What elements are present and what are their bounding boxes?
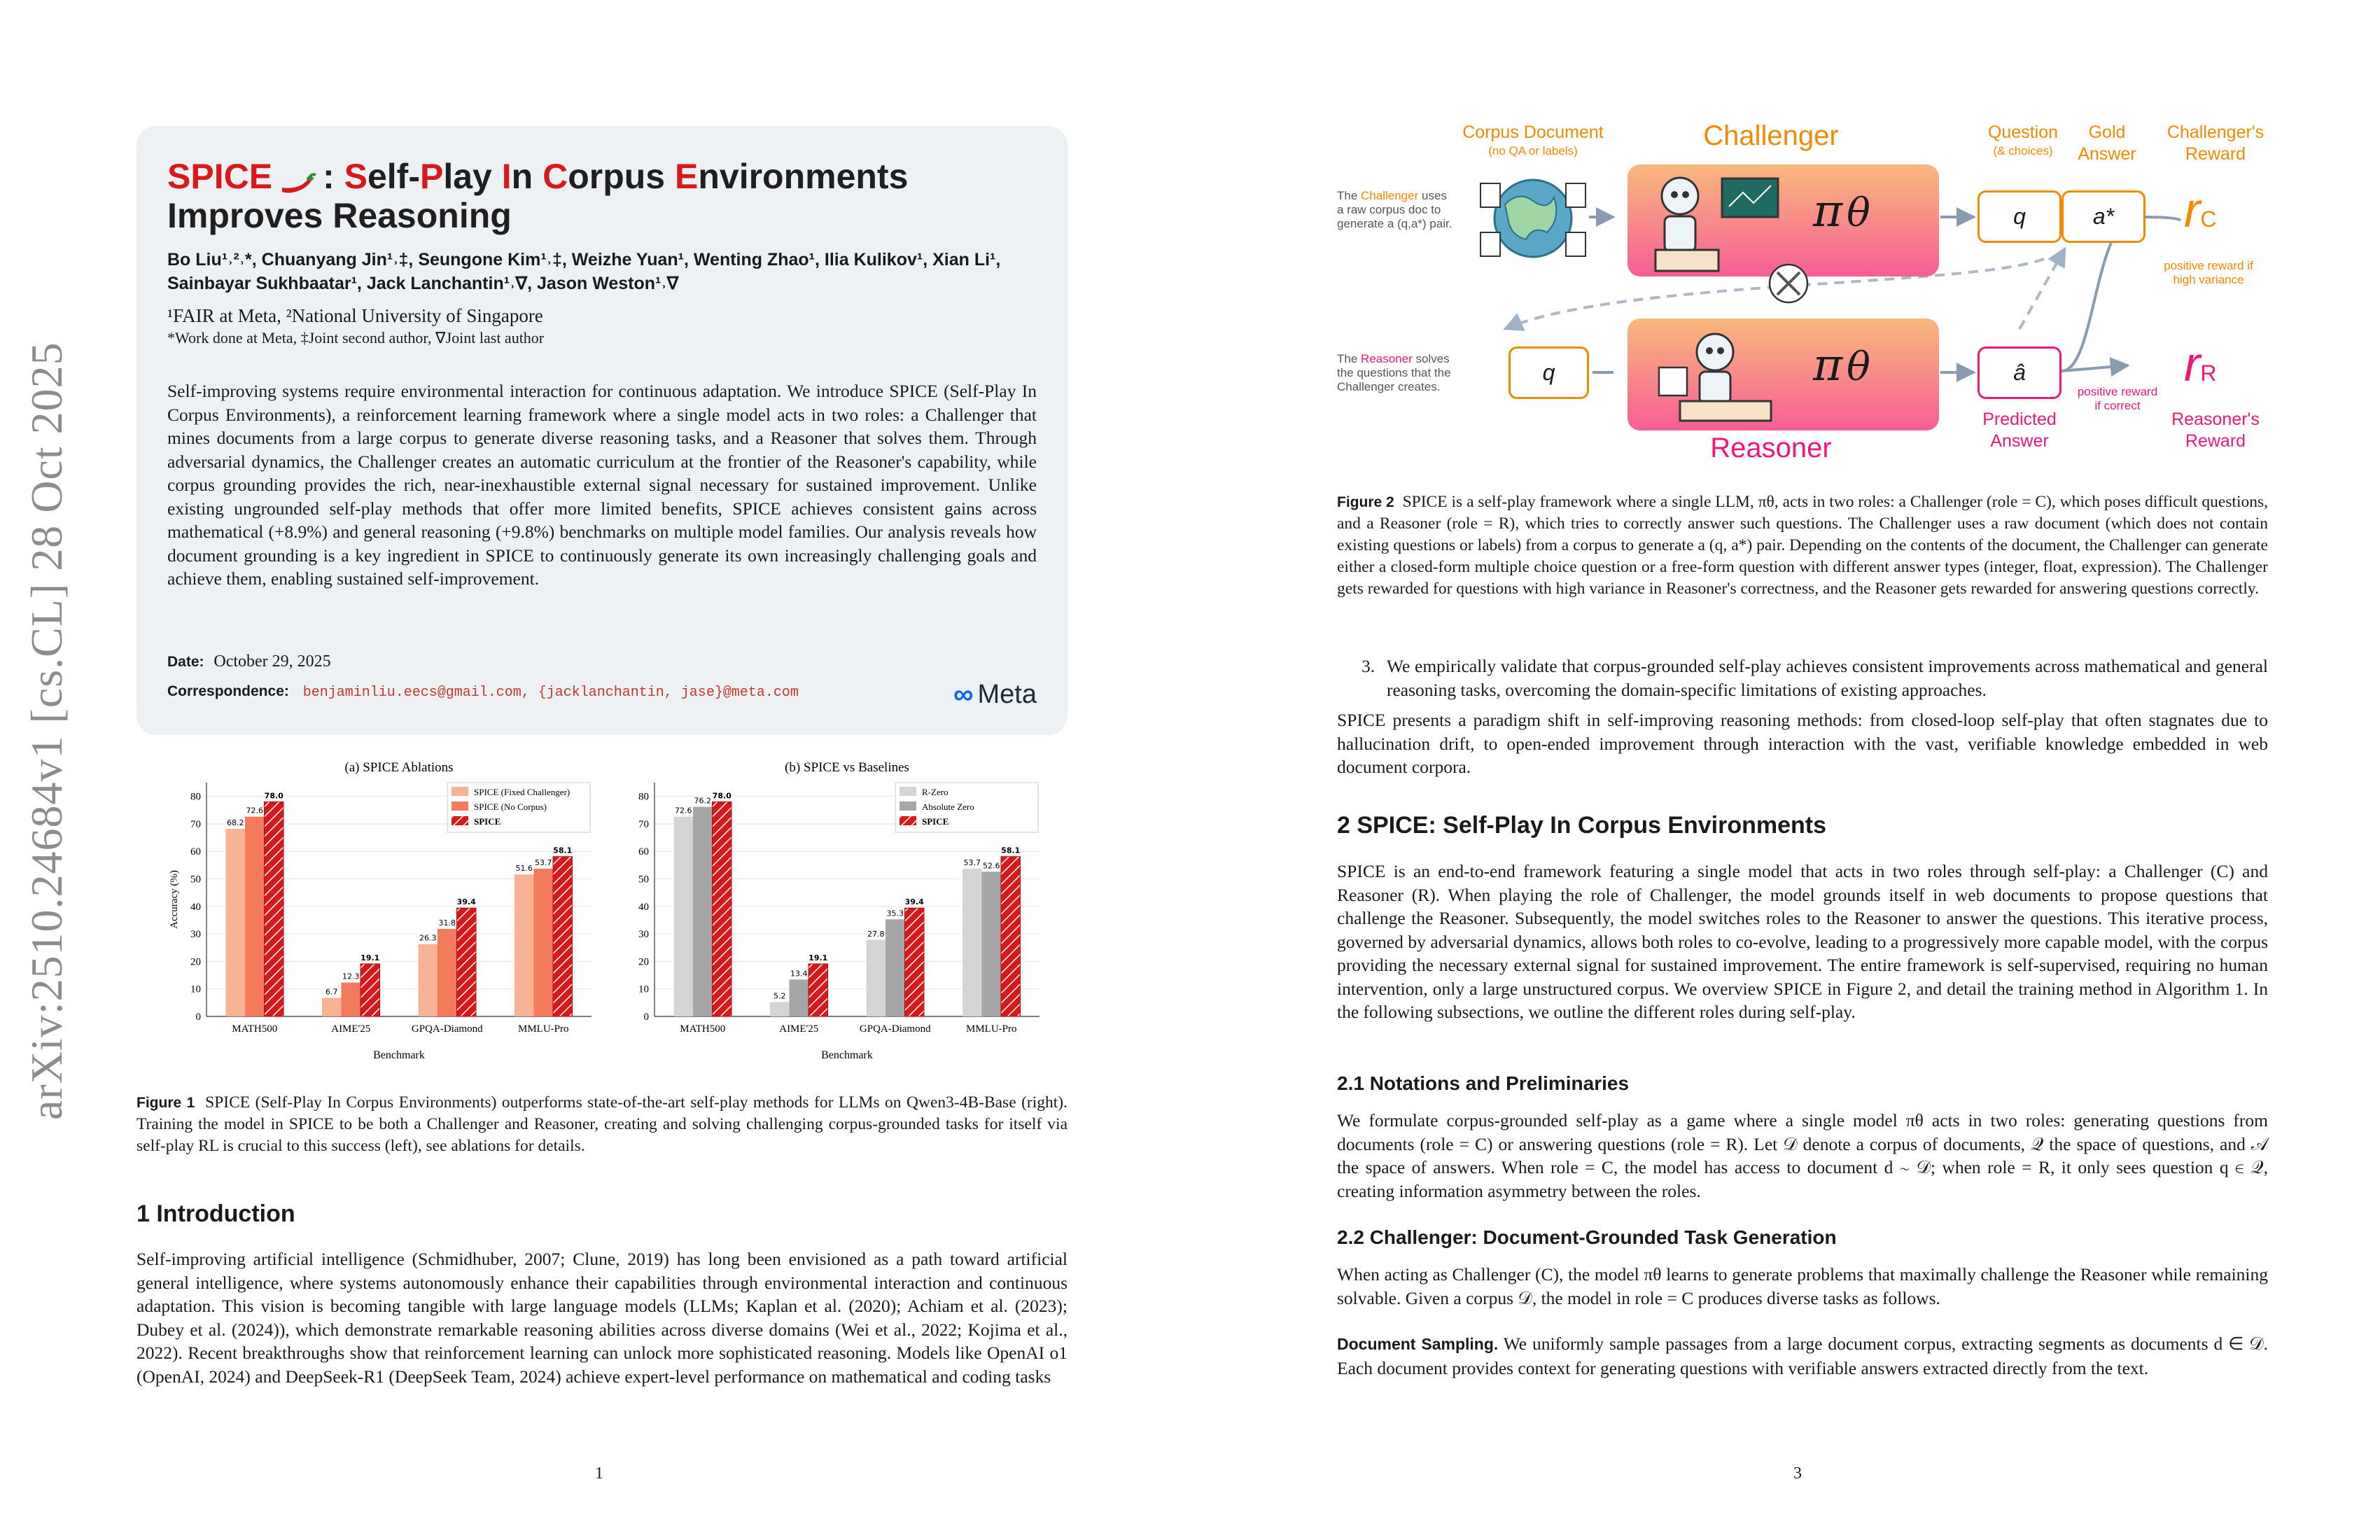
bar [553,857,573,1016]
y-tick-label: 0 [195,1011,201,1023]
title-elf: elf- [367,157,420,196]
date-label: Date: [167,654,204,670]
legend-swatch [451,787,468,796]
bar [867,940,886,1016]
figure-2-diagram [1337,119,2268,469]
challenger-note [1337,189,1477,231]
section-2-heading: 2 SPICE: Self-Play In Corpus Environments [1337,812,1827,839]
page-number-1: 1 [595,1464,603,1483]
page-number-3: 3 [1793,1464,1802,1483]
x-axis-label: Benchmark [821,1049,873,1061]
data-label: 19.1 [808,953,828,962]
predicted-answer-box: â [1977,346,2062,399]
meta-logo-text: Meta [977,680,1037,709]
challenger-policy-symbol [1813,186,1870,237]
y-tick-label: 0 [643,1011,649,1023]
bar [419,944,438,1016]
x-axis-label: Benchmark [373,1049,425,1061]
legend-label: SPICE [922,816,949,827]
title-spice: SPICE [167,157,273,196]
reasoner-note [1337,352,1477,394]
bar [514,874,534,1016]
figure-2-caption [1337,491,2268,600]
bar [457,908,477,1016]
crossed-swords-icon [1768,262,1809,304]
reasoner-note-text-1: The [1337,352,1362,365]
challenger-reward-rule-2: high variance [2173,273,2244,286]
y-tick-label: 50 [190,874,201,886]
data-label: 13.4 [790,969,808,979]
section-1-body: Self-improving artificial intelligence (Schmidhuber, 2007; Clune, 2019) has long been envisioned as a path toward artificial general intelligence, where systems autonomously enhance their capabilities through environmental interaction and continuous adaptation. This vision is becoming tangible with large language models (LLMs; Kaplan et al. (2020); Achiam et al. (2023); Dubey et al. (2024)), which demonstrate remarkable reasoning abilities across diverse domains (Wei et al., 2022; Kojima et al., 2022). Recent breakthroughs show that reinforcement learning can unlock more sophisticated reasoning. Models like OpenAI o1 (OpenAI, 2024) and DeepSeek-R1 (DeepSeek Team, 2024) achieve expert-level performance on mathematical and coding tasks [136,1249,1068,1387]
legend-swatch [899,802,916,811]
data-label: 31.8 [438,918,456,928]
predicted-answer-label: Answer [1990,431,2049,451]
subsection-2-2-heading: 2.2 Challenger: Document-Grounded Task Generation [1337,1226,1837,1248]
meta-logo [953,679,1037,710]
pi-symbol-2: π [1813,340,1843,391]
figure-2-caption-text: SPICE is a self-play framework where a single LLM, πθ, acts in two roles: a Challenger (role = C), which poses difficult questions, and a Reasoner (role = R), which tries to correctly answer such questions. The Challenger uses a raw document (which does not contain existing questions or labels) from a corpus to generate a (q, a*) pair. Depending on the contents of the document, the Challenger can generate either a closed-form multiple choice question or a free-form question with different answer types (integer, float, expression). The Challenger gets rewarded for questions with high variance in Reasoner's correctness, and the Reasoner gets rewarded for answering questions correctly. [1337,493,2268,598]
question-label: Question [1987,122,2059,142]
title-lay: lay [443,157,502,196]
bar [245,817,265,1016]
bar [808,964,828,1016]
bar [790,979,809,1016]
challenger-reward-label-2: Reward [2185,144,2246,164]
y-tick-label: 30 [190,929,201,941]
data-label: 39.4 [456,897,476,907]
title-orpus: orpus [568,157,675,196]
data-label: 78.0 [264,791,284,801]
corpus-document-sublabel: (no QA or labels) [1488,144,1578,158]
x-tick-label: MATH500 [680,1023,726,1035]
x-tick-label: AIME'25 [779,1023,819,1035]
legend-swatch [899,816,916,825]
reasoner-policy-symbol [1813,340,1870,391]
theta-symbol: θ [1847,190,1870,236]
data-label: 53.7 [963,858,981,867]
title-line-2: Improves Reasoning [167,196,512,235]
x-tick-label: AIME'25 [331,1023,371,1035]
title-e: E [674,157,699,196]
bar [226,829,246,1016]
subsection-2-2-body: When acting as Challenger (C), the model πθ learns to generate problems that maximally challenge the Reasoner while remaining solvable. Given a corpus 𝒟, the model in role = C produces diverse tasks as follows. [1337,1264,2268,1308]
data-label: 72.6 [246,806,263,816]
challenger-note-text-1: The [1337,189,1362,202]
affiliation-notes: *Work done at Meta, ‡Joint second author, ∇Joint last author [167,329,545,346]
data-label: 53.7 [535,858,552,867]
challenger-note-text-2: uses [1418,189,1447,202]
reasoner-reward-label: Reasoner's [2171,410,2260,429]
list-item-number: 3. [1362,656,1376,676]
page-1 [136,0,1068,1540]
legend-label: SPICE [474,816,501,827]
bar [693,807,713,1016]
date-row [167,652,331,671]
reasoner-reward-label-2: Reward [2185,431,2246,451]
chili-pepper-icon [276,167,318,191]
bar [905,908,925,1016]
bar [962,869,982,1016]
predicted-label: Predicted [1982,410,2057,429]
y-axis-label: Accuracy (%) [169,870,180,929]
y-tick-label: 40 [638,901,649,913]
author-list [167,248,1037,295]
data-label: 72.6 [675,806,692,816]
x-tick-label: MMLU-Pro [517,1023,569,1035]
title-colon: : [323,157,344,196]
subsection-2-1-heading: 2.1 Notations and Preliminaries [1337,1072,1630,1094]
title-i: I [501,157,512,196]
legend-swatch [899,787,916,796]
figure-1-label: Figure 1 [136,1095,195,1111]
reasoner-note-text-3: the questions that the [1337,366,1451,379]
subsection-2-1-body: We formulate corpus-grounded self-play as a game where a single model πθ acts in two roles: generating questions from documents (role = C) or answering questions (role = R). Let 𝒟 denote a corpus of documents, 𝒬 the space of questions, and 𝒜 the space of answers. When role = C, the model has access to document d ∼ 𝒟; when role = R, it only sees question q ∈ 𝒬, creating information asymmetry between the roles. [1337,1110,2268,1201]
title-nvironments: nvironments [698,157,909,196]
figure-2-label: Figure 2 [1337,494,1394,510]
chart-spice-vs-baselines [612,757,1046,1065]
challenger-robot-icon [1645,172,1785,273]
reasoner-title: Reasoner [1710,433,1832,463]
reasoner-reward-rule-1: positive reward [2077,385,2158,398]
y-tick-label: 40 [190,901,201,913]
document-sampling-text: We uniformly sample passages from a large document corpus, extracting segments as documents d ∈ 𝒟. Each document provides context for generating questions with verifiable answers extracted directly from the text. [1337,1334,2268,1378]
question-sublabel: (& choices) [1993,144,2053,158]
y-tick-label: 20 [190,956,201,968]
reasoner-input-question-box: q [1508,346,1589,399]
list-item-text: We empirically validate that corpus-grounded self-play achieves consistent improvements across mathematical and general reasoning tasks, overcoming the domain-specific limitations of existing approaches. [1387,656,2268,700]
bar [674,817,694,1016]
reasoner-note-text-4: Challenger creates. [1337,380,1441,393]
corpus-document-label: Corpus Document [1462,122,1604,142]
data-label: 51.6 [515,864,533,874]
data-label: 76.2 [694,796,711,806]
document-sampling-paragraph [1337,1332,2268,1380]
document-sampling-label: Document Sampling. [1337,1335,1499,1353]
data-label: 6.7 [326,987,338,997]
authors-line-2: Sainbayar Sukhbaatar¹, Jack Lanchantin¹˒∇, Jason Weston¹˒∇ [167,274,679,293]
figure-1-caption-text: SPICE (Self-Play In Corpus Environments) outperforms state-of-the-art self-play methods for LLMs on Qwen3-4B-Base (right). Training the model in SPICE to be both a Challenger and Reasoner, creating and solving challenging corpus-grounded tasks for itself via self-play RL is crucial to this success (left), see ablations for details. [136,1093,1068,1155]
reasoner-robot-icon [1645,326,1785,427]
bar [982,872,1002,1016]
x-tick-label: GPQA-Diamond [859,1023,931,1035]
rc-subscript: C [2200,206,2217,232]
chart-title: (b) SPICE vs Baselines [785,760,909,775]
reasoner-note-role: Reasoner [1361,352,1413,365]
bar [770,1002,790,1016]
bar [534,869,554,1016]
correspondence-label: Correspondence: [167,683,289,699]
y-tick-label: 50 [638,874,649,886]
rc-symbol: r [2184,183,2201,237]
legend-label: SPICE (Fixed Challenger) [474,787,570,797]
bar [322,998,342,1016]
correspondence-row [167,683,799,701]
x-tick-label: GPQA-Diamond [411,1023,483,1035]
affiliations: ¹FAIR at Meta, ²National University of Singapore [167,305,543,326]
title-c: C [542,157,568,196]
rr-symbol: r [2184,337,2201,391]
y-tick-label: 30 [638,929,649,941]
legend-label: Absolute Zero [922,802,974,812]
page-3 [1337,0,2268,1540]
legend-swatch [451,802,468,811]
title-card [136,126,1068,735]
data-label: 58.1 [1001,846,1021,855]
figure-1-caption [136,1092,1068,1157]
legend-label: R-Zero [922,787,948,797]
corpus-globe-icon [1477,169,1589,267]
challenger-note-text-4: generate a (q,a*) pair. [1337,217,1452,230]
correspondence-emails[interactable]: benjaminliu.eecs@gmail.com, {jacklanchantin, jase}@meta.com [302,685,799,701]
gold-answer-label: Answer [2078,144,2136,164]
legend-label: SPICE (No Corpus) [474,802,547,812]
y-tick-label: 70 [190,818,201,830]
y-tick-label: 10 [638,983,649,995]
challenger-note-role: Challenger [1361,189,1419,202]
section-2-body: SPICE is an end-to-end framework featuring a single model that acts in two roles through self-play: a Challenger (C) and Reasoner (R). When playing the role of Challenger, the model grounds itself in web documents to propose questions that challenge the Reasoner. Subsequently, the model switches roles to the Reasoner to answer the questions. This iterative process, governed by adversarial dynamics, allows both roles to co-evolve, leading to a progressively more capable model, with the corpus providing the necessary external signal for sustained improvement. The entire framework is self-supervised, requiring no human intervention, only a large unstructured corpus. We overview SPICE in Figure 2, and detail the training method in Algorithm 1. In the following subsections, we outline the different roles during self-play. [1337,861,2268,1022]
x-tick-label: MATH500 [232,1023,278,1035]
legend-swatch [451,816,468,825]
paper-title [167,157,1037,235]
chart-title: (a) SPICE Ablations [344,760,454,775]
bar [342,983,361,1016]
data-label: 26.3 [419,933,437,943]
data-label: 39.4 [904,897,924,907]
paradigm-paragraph: SPICE presents a paradigm shift in self-improving reasoning methods: from closed-loop self-play that often stagnates due to hallucination drift, to open-ended improvement through interaction with the vast, verifiable knowledge embedded in web document corpora. [1337,710,2268,777]
section-1-heading: 1 Introduction [136,1200,295,1227]
y-tick-label: 80 [638,791,649,803]
data-label: 78.0 [712,791,732,801]
rr-subscript: R [2200,360,2217,386]
y-tick-label: 10 [190,983,201,995]
challenger-note-text-3: a raw corpus doc to [1337,203,1441,216]
contribution-list-item-3 [1362,654,2268,701]
data-label: 19.1 [360,953,380,962]
arxiv-identifier: arXiv:2510.24684v1 [cs.CL] 28 Oct 2025 [22,342,71,1120]
abstract: Self-improving systems require environmental interaction for continuous adaptation. We introduce SPICE (Self-Play In Corpus Environments), a reinforcement learning framework where a single model acts in two roles: a Challenger that mines documents from a large corpus to generate diverse reasoning tasks, and a Reasoner that solves them. Through adversarial dynamics, the Challenger creates an automatic curriculum at the frontier of the Reasoner's capability, while corpus grounding provides the rich, near-inexhaustible external signal necessary for sustained improvement. Unlike existing ungrounded self-play methods that offer more limited benefits, SPICE achieves consistent gains across mathematical (+8.9%) and general reasoning (+9.8%) benchmarks on multiple model families. Our analysis reveals how document grounding is a key ingredient in SPICE to continuously generate its own increasingly challenging goals and achieve them, enabling sustained self-improvement. [167,381,1037,589]
data-label: 27.8 [867,929,885,939]
pi-symbol: π [1813,186,1843,237]
theta-symbol-2: θ [1847,344,1870,390]
data-label: 68.2 [227,818,244,828]
challenger-title: Challenger [1703,120,1839,151]
bar [886,919,905,1016]
bar [265,802,284,1016]
data-label: 58.1 [553,846,573,855]
reasoner-reward-rule-2: if correct [2094,399,2141,412]
data-label: 5.2 [774,991,786,1001]
bar [713,802,732,1016]
meta-infinity-icon: ∞ [953,679,974,710]
authors-line-1: Bo Liu¹˒²˒*, Chuanyang Jin¹˒‡, Seungone Kim¹˒‡, Weizhe Yuan¹, Wenting Zhao¹, Ilia Kulikov¹, Xian Li¹, [167,250,1001,270]
chart-spice-ablations [164,757,598,1065]
reasoner-note-text-2: solves [1412,352,1450,365]
gold-label: Gold [2088,122,2126,142]
bar [438,929,457,1016]
y-tick-label: 60 [190,846,201,858]
data-label: 12.3 [342,972,360,981]
challenger-reward-rule-1: positive reward if [2164,259,2253,272]
title-n: n [511,157,543,196]
date-value: October 29, 2025 [214,652,331,671]
x-tick-label: MMLU-Pro [965,1023,1017,1035]
data-label: 35.3 [886,909,904,918]
y-tick-label: 80 [190,791,201,803]
y-tick-label: 60 [638,846,649,858]
y-tick-label: 70 [638,818,649,830]
data-label: 52.6 [983,861,1000,871]
challenger-reward-label: Challenger's [2166,122,2264,142]
question-box: q [1977,190,2062,243]
gold-answer-box: a* [2062,190,2146,243]
bar [360,964,380,1016]
y-tick-label: 20 [638,956,649,968]
bar [1001,857,1021,1016]
title-s: S [344,157,368,196]
title-p: P [419,157,444,196]
reasoner-reward-symbol [2184,336,2216,392]
challenger-reward-symbol [2184,182,2216,238]
